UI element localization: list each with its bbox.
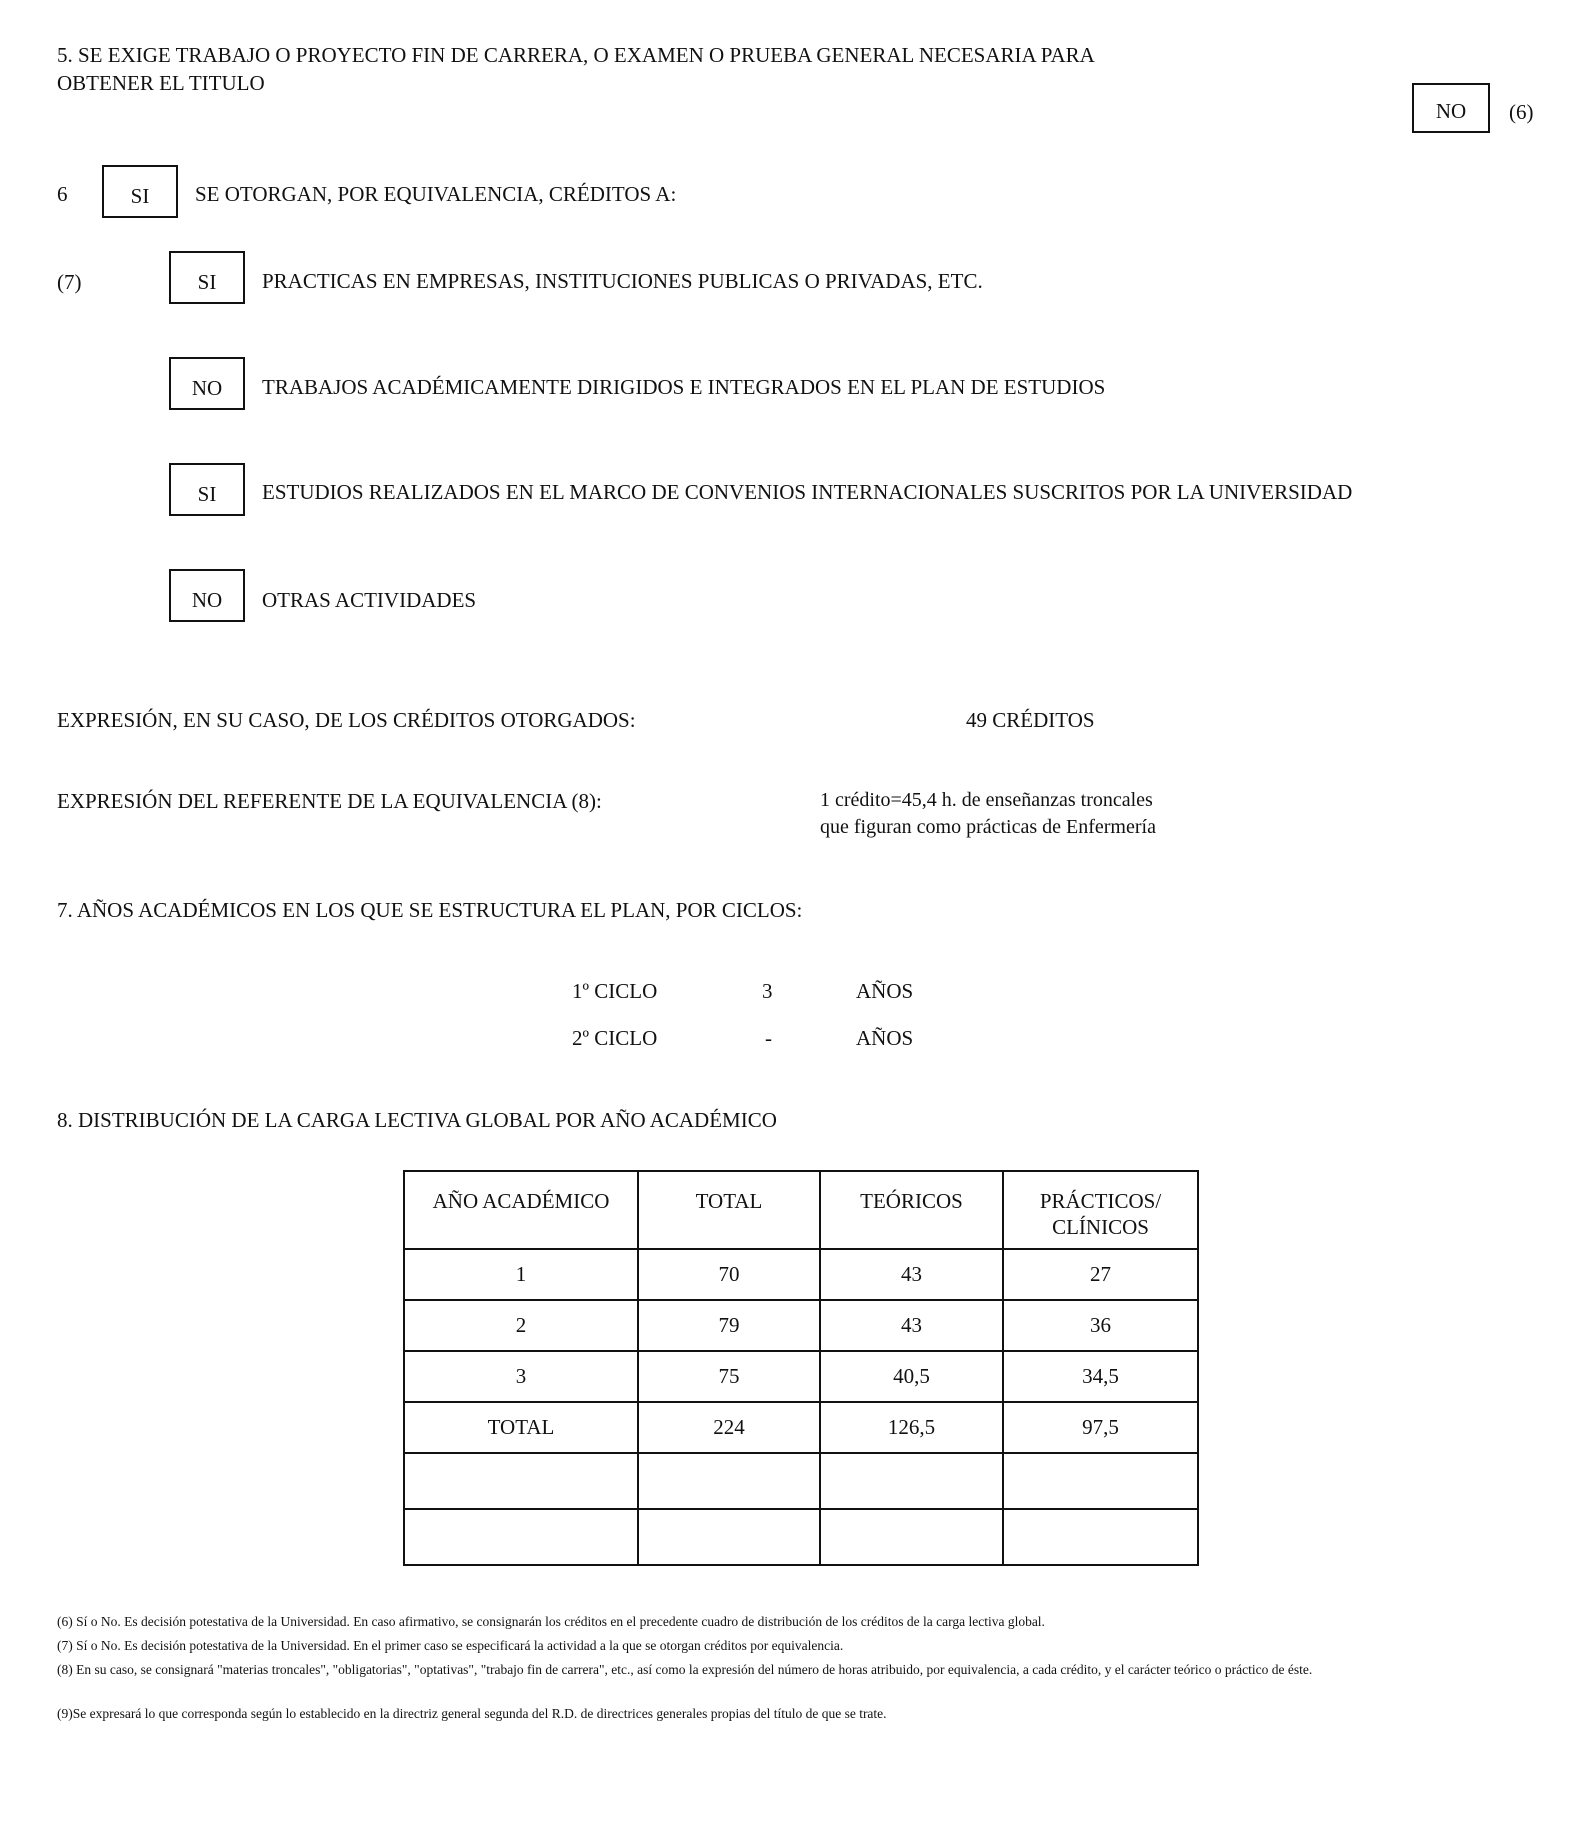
cell-teoricos: 43 <box>820 1249 1003 1300</box>
cell-empty <box>820 1453 1003 1509</box>
cell-teoricos: 126,5 <box>820 1402 1003 1453</box>
cell-practicos: 97,5 <box>1003 1402 1198 1453</box>
cell-total: 75 <box>638 1351 820 1402</box>
carga-lectiva-table <box>403 1170 1199 1566</box>
option-2-answer-box <box>169 357 245 410</box>
cell-empty <box>404 1453 638 1509</box>
cell-total: 79 <box>638 1300 820 1351</box>
referente-line1: 1 crédito=45,4 h. de enseñanzas troncales <box>820 789 1153 811</box>
section6-label: SE OTORGAN, POR EQUIVALENCIA, CRÉDITOS A: <box>195 182 677 206</box>
cell-total: 224 <box>638 1402 820 1453</box>
ciclo-1-unit: AÑOS <box>856 979 914 1003</box>
option-1-answer-box <box>169 251 245 304</box>
section5-answer: NO <box>1435 99 1467 123</box>
option-3-answer-box <box>169 463 245 516</box>
header-teoricos: TEÓRICOS <box>820 1171 1003 1249</box>
header-ano-academico: AÑO ACADÉMICO <box>404 1171 638 1249</box>
creditos-value: 49 CRÉDITOS <box>966 708 1095 732</box>
referente-line2: que figuran como prácticas de Enfermería <box>820 816 1156 838</box>
table-row-empty <box>404 1509 1198 1565</box>
table-row <box>404 1300 1198 1351</box>
section6-answer: SI <box>130 184 150 208</box>
table-row <box>404 1249 1198 1300</box>
section6-number: 6 <box>57 182 68 206</box>
option-4-answer-box <box>169 569 245 622</box>
section6-answer-box <box>102 165 178 218</box>
ciclo-1-label: 1º CICLO <box>572 979 658 1003</box>
option-2-label: TRABAJOS ACADÉMICAMENTE DIRIGIDOS E INTEGRADOS EN EL PLAN DE ESTUDIOS <box>262 375 1106 399</box>
cell-ano: TOTAL <box>404 1402 638 1453</box>
header-practicos: PRÁCTICOS/ <box>1039 1189 1162 1213</box>
table-row-empty <box>404 1453 1198 1509</box>
cell-ano: 2 <box>404 1300 638 1351</box>
referente-label: EXPRESIÓN DEL REFERENTE DE LA EQUIVALENCIA (8): <box>57 789 602 813</box>
cell-empty <box>1003 1509 1198 1565</box>
ciclo-2-label: 2º CICLO <box>572 1026 658 1050</box>
cell-empty <box>638 1509 820 1565</box>
option-4-answer: NO <box>191 588 223 612</box>
footnote-8: (8) En su caso, se consignará "materias troncales", "obligatorias", "optativas", "trabajo fin de carrera", etc., así como la expresión del número de horas atribuido, por equivalencia, a cada crédito, y el carácter teórico o práctico de éste. <box>57 1662 1313 1677</box>
header-practicos-clinicos <box>1003 1171 1198 1249</box>
footnote-7: (7) Sí o No. Es decisión potestativa de la Universidad. En el primer caso se especificará la actividad a la que se otorgan créditos por equivalencia. <box>57 1638 844 1653</box>
option-1-label: PRACTICAS EN EMPRESAS, INSTITUCIONES PUBLICAS O PRIVADAS, ETC. <box>262 269 983 293</box>
section5-answer-box <box>1412 83 1490 133</box>
option-1-answer: SI <box>197 270 217 294</box>
table-header-row <box>404 1171 1198 1249</box>
cell-teoricos: 43 <box>820 1300 1003 1351</box>
header-clinicos: CLÍNICOS <box>1052 1215 1149 1239</box>
footnote-9: (9)Se expresará lo que corresponda según lo establecido en la directriz general segunda del R.D. de directrices generales propias del título de que se trate. <box>57 1706 887 1721</box>
cell-teoricos: 40,5 <box>820 1351 1003 1402</box>
footnote-6: (6) Sí o No. Es decisión potestativa de la Universidad. En caso afirmativo, se consignarán los créditos en el precedente cuadro de distribución de los créditos de la carga lectiva global. <box>57 1614 1045 1629</box>
cell-ano: 3 <box>404 1351 638 1402</box>
header-total: TOTAL <box>638 1171 820 1249</box>
table-row-total <box>404 1402 1198 1453</box>
cell-empty <box>820 1509 1003 1565</box>
section5-note: (6) <box>1509 100 1534 124</box>
option-2-answer: NO <box>191 376 223 400</box>
cell-ano: 1 <box>404 1249 638 1300</box>
table-row <box>404 1351 1198 1402</box>
cell-empty <box>638 1453 820 1509</box>
cell-empty <box>1003 1453 1198 1509</box>
ciclo-1-value: 3 <box>762 979 773 1003</box>
cell-empty <box>404 1509 638 1565</box>
cell-practicos: 36 <box>1003 1300 1198 1351</box>
option-4-label: OTRAS ACTIVIDADES <box>262 588 477 612</box>
section6-note: (7) <box>57 270 82 294</box>
cell-practicos: 34,5 <box>1003 1351 1198 1402</box>
ciclo-2-value: - <box>765 1026 772 1050</box>
cell-practicos: 27 <box>1003 1249 1198 1300</box>
section7-title: 7. AÑOS ACADÉMICOS EN LOS QUE SE ESTRUCTURA EL PLAN, POR CICLOS: <box>57 898 803 922</box>
section5-line2: OBTENER EL TITULO <box>57 71 265 95</box>
creditos-label: EXPRESIÓN, EN SU CASO, DE LOS CRÉDITOS OTORGADOS: <box>57 708 636 732</box>
section5-line1: 5. SE EXIGE TRABAJO O PROYECTO FIN DE CARRERA, O EXAMEN O PRUEBA GENERAL NECESARIA PARA <box>57 43 1095 67</box>
ciclo-2-unit: AÑOS <box>856 1026 914 1050</box>
option-3-answer: SI <box>197 482 217 506</box>
option-3-label: ESTUDIOS REALIZADOS EN EL MARCO DE CONVENIOS INTERNACIONALES SUSCRITOS POR LA UNIVERSIDAD <box>262 480 1353 504</box>
section8-title: 8. DISTRIBUCIÓN DE LA CARGA LECTIVA GLOBAL POR AÑO ACADÉMICO <box>57 1108 777 1132</box>
cell-total: 70 <box>638 1249 820 1300</box>
